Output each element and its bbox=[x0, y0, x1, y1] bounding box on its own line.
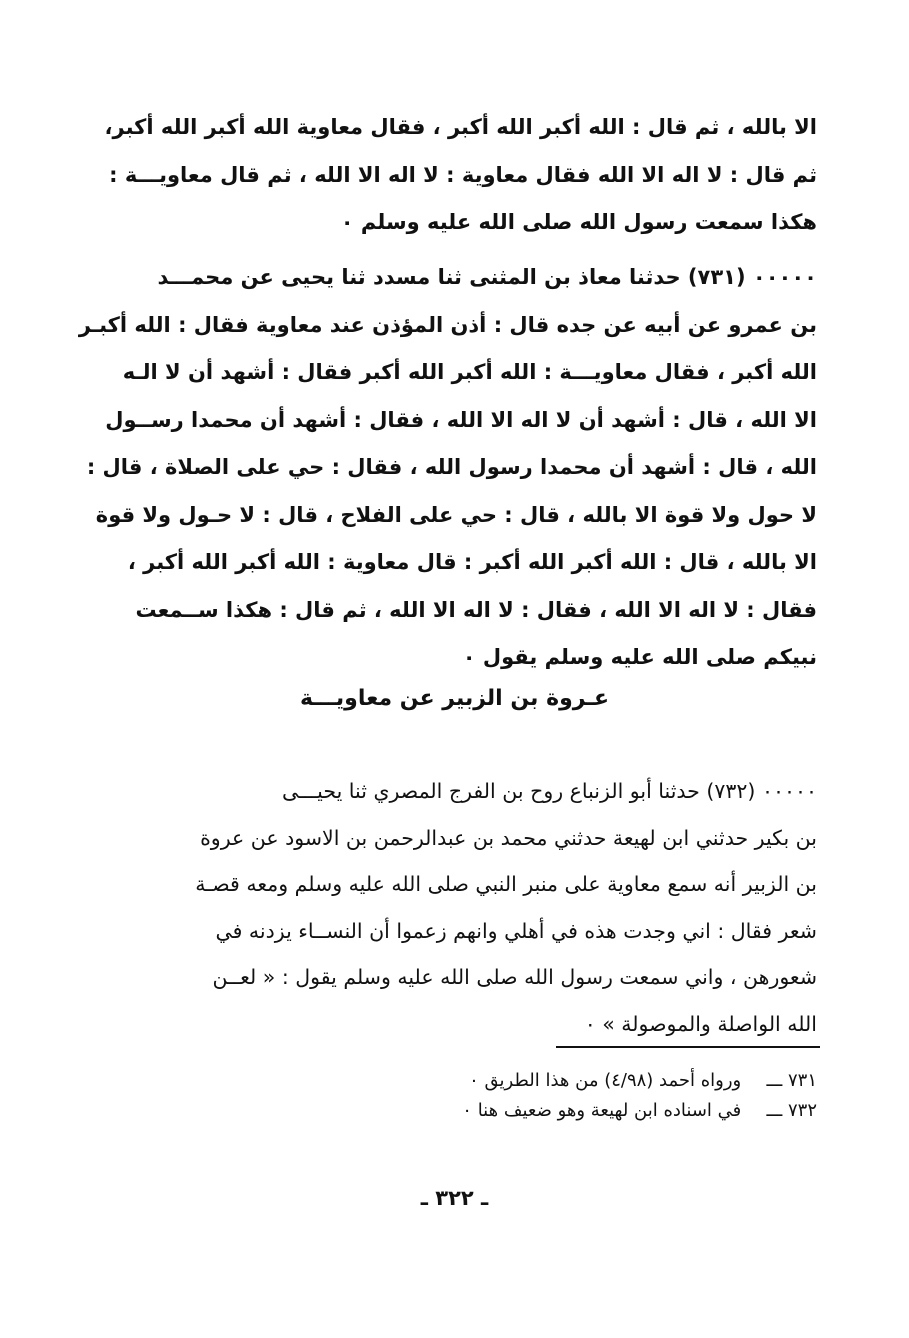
text-line: الا بالله ، قال : الله أكبر الله أكبر : قال معاوية : الله أكبر الله أكبر ، bbox=[127, 550, 817, 574]
section-heading: عـروة بن الزبير عن معاويـــة bbox=[300, 686, 609, 711]
text-line: فقال : لا اله الا الله ، فقال : لا اله الا الله ، ثم قال : هكذا ســمعت bbox=[135, 597, 817, 622]
text-line: شعر فقال : اني وجدت هذه في أهلي وانهم زعموا أن النســاء يزدنه في bbox=[215, 918, 817, 943]
text-line: الله أكبر ، فقال معاويـــة : الله أكبر الله أكبر فقال : أشهد أن لا الـه bbox=[122, 360, 817, 384]
text-line: نبيكم صلى الله عليه وسلم يقول ٠ bbox=[462, 645, 817, 669]
text-line: ثم قال : لا اله الا الله فقال معاوية : لا اله الا الله ، ثم قال معاويـــة : bbox=[109, 162, 817, 187]
footnote-divider bbox=[556, 1046, 820, 1048]
text-line: لا حول ولا قوة الا بالله ، قال : حي على الفلاح ، قال : لا حـول ولا قوة bbox=[95, 502, 817, 527]
text-line: بن بكير حدثني ابن لهيعة حدثني محمد بن عبدالرحمن بن الاسود عن عروة bbox=[200, 825, 817, 850]
footnote-text: في اسناده ابن لهيعة وهو ضعيف هنا ٠ bbox=[462, 1100, 742, 1121]
text-line: شعورهن ، واني سمعت رسول الله صلى الله عليه وسلم يقول : « لعــن bbox=[212, 965, 817, 989]
footnote-731 bbox=[317, 1066, 817, 1096]
footnote-text: ورواه أحمد (٤/٩٨) من هذا الطريق ٠ bbox=[469, 1070, 742, 1091]
text-line: الا الله ، قال : أشهد أن لا اله الا الله ، فقال : أشهد أن محمدا رســول bbox=[105, 407, 817, 432]
footnote-number: ٧٣٢ ـــ bbox=[766, 1100, 817, 1121]
paragraph-continuation bbox=[92, 104, 817, 247]
hadith-732 bbox=[92, 768, 817, 1047]
text-line: بن الزبير أنه سمع معاوية على منبر النبي صلى الله عليه وسلم ومعه قصـة bbox=[195, 872, 817, 896]
page-number: ـ ٣٢٢ ـ bbox=[420, 1186, 489, 1210]
text-line: بن عمرو عن أبيه عن جده قال : أذن المؤذن عند معاوية فقال : الله أكبـر bbox=[78, 312, 817, 337]
footnote-number: ٧٣١ ـــ bbox=[766, 1070, 817, 1091]
footnotes bbox=[317, 1066, 817, 1126]
text-line: الله الواصلة والموصولة » ٠ bbox=[584, 1011, 817, 1036]
text-line: الله ، قال : أشهد أن محمدا رسول الله ، فقال : حي على الصلاة ، قال : bbox=[86, 455, 817, 479]
text-line: الا بالله ، ثم قال : الله أكبر الله أكبر ، فقال معاوية الله أكبر الله أكبر، bbox=[104, 115, 817, 139]
footnote-732 bbox=[317, 1096, 817, 1126]
text-line: ٠٠٠٠٠ (٧٣١) حدثنا معاذ بن المثنى ثنا مسدد ثنا يحيى عن محمـــد bbox=[157, 265, 817, 289]
text-line: هكذا سمعت رسول الله صلى الله عليه وسلم ٠ bbox=[340, 210, 817, 234]
hadith-731 bbox=[78, 254, 817, 682]
text-line: ٠٠٠٠٠ (٧٣٢) حدثنا أبو الزنباع روح بن الفرج المصري ثنا يحيـــى bbox=[282, 779, 817, 803]
